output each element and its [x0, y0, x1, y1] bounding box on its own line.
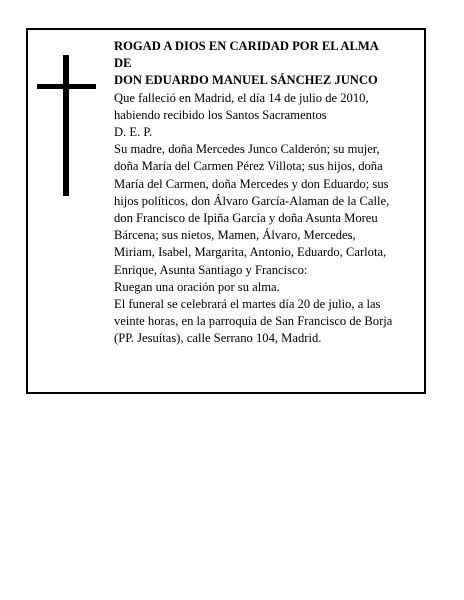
- death-date-line: Que falleció en Madrid, el día 14 de julio de 2010,: [114, 90, 369, 105]
- notice-heading-line-1: ROGAD A DIOS EN CARIDAD POR EL ALMA: [114, 39, 379, 53]
- family-line-6: Bárcena; sus nietos, Mamen, Álvaro, Mercedes,: [114, 228, 356, 243]
- cross-vertical-bar: [63, 55, 69, 196]
- funeral-line-1: El funeral se celebrará el martes día 20 de julio, a las: [114, 297, 381, 312]
- family-line-8: Enrique, Asunta Santiago y Francisco:: [114, 262, 308, 277]
- funeral-line-3: (PP. Jesuítas), calle Serrano 104, Madrid.: [114, 331, 322, 346]
- deceased-name: DON EDUARDO MANUEL SÁNCHEZ JUNCO: [114, 73, 378, 88]
- funeral-line-2: veinte horas, en la parroquia de San Francisco de Borja: [114, 314, 393, 329]
- family-line-5: don Francisco de Ipiña García y doña Asunta Moreu: [114, 211, 378, 226]
- family-line-7: Miriam, Isabel, Margarita, Antonio, Eduardo, Carlota,: [114, 245, 387, 260]
- sacraments-line: habiendo recibido los Santos Sacramentos: [114, 107, 327, 122]
- family-line-1: Su madre, doña Mercedes Junco Calderón; su mujer,: [114, 142, 380, 157]
- obituary-text: [114, 38, 419, 348]
- family-line-2: doña María del Carmen Pérez Villota; sus hijos, doña: [114, 159, 383, 174]
- cross-horizontal-bar: [37, 84, 96, 89]
- notice-heading-line-2: DE: [114, 56, 132, 71]
- family-line-3: María del Carmen, doña Mercedes y don Eduardo; sus: [114, 176, 389, 191]
- family-line-4: hijos políticos, don Álvaro García-Alaman de la Calle,: [114, 193, 390, 208]
- prayer-request-line: Ruegan una oración por su alma.: [114, 279, 280, 294]
- dep-line: D. E. P.: [114, 125, 153, 140]
